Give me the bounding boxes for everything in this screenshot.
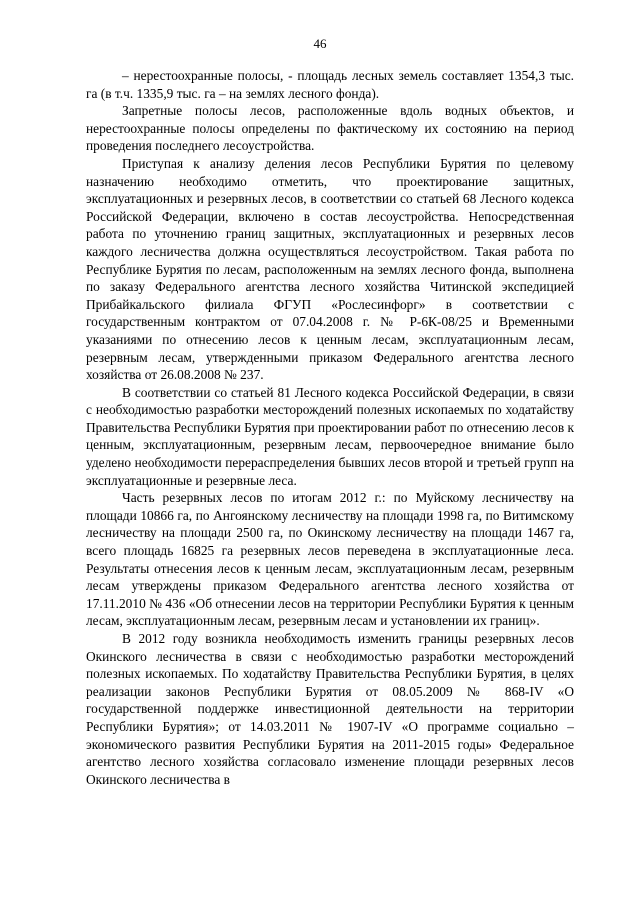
paragraph-okinsky-boundaries: В 2012 году возникла необходимость изменить границы резервных лесов Окинского лесничества в связи с необходимостью разработки месторождений полезных ископаемых. По ходатайству Правительства Республики Бурятия, в целях реализации законов Республики Бурятия от 08.05.2009 № 868-IV «О государственной поддержке инвестиционной деятельности на территории Республики Бурятия»; от 14.03.2011 № 1907-IV «О программе социально – экономического развития Республики Бурятия на 2011-2015 годы» Федеральное агентство лесного хозяйства согласовало изменение площади резервных лесов Окинского лесничества в bbox=[86, 631, 574, 787]
paragraph-restricted-strips: Запретные полосы лесов, расположенные вдоль водных объектов, и нерестоохранные полосы определены по фактическому их состоянию на период проведения последнего лесоустройства. bbox=[86, 103, 574, 154]
paragraph-spawning-strips: – нерестоохранные полосы, - площадь лесных земель составляет 1354,3 тыс. га (в т.ч. 1335,9 тыс. га – на землях лесного фонда). bbox=[86, 68, 574, 101]
paragraph-reserve-forests-2012: Часть резервных лесов по итогам 2012 г.: по Муйскому лесничеству на площади 10866 га, по Ангоянскому лесничеству на площади 1998 га, по Витимскому лесничеству на площади 2500 га, по Окинскому лесничеству на площади 1467 га, всего площадь 16825 га резервных лесов переведена в эксплуатационные леса. Результаты отнесения лесов к ценным лесам, эксплуатационным лесам, резервным лесам утверждены приказом Федерального агентства лесного хозяйства от 17.11.2010 № 436 «Об отнесении лесов на территории Республики Бурятия к ценным лесам, эксплуатационным лесам, резервным лесам и установлении их границ». bbox=[86, 490, 574, 629]
document-body bbox=[86, 67, 574, 788]
paragraph-forest-division-analysis: Приступая к анализу деления лесов Республики Бурятия по целевому назначению необходимо отметить, что проектирование защитных, эксплуатационных и резервных лесов, в соответствии со статьей 68 Лесного кодекса Российской Федерации, включено в состав лесоустройства. Непосредственная работа по уточнению границ защитных, эксплуатационных и резервных лесов каждого лесничества должна осуществляться лесоустройством. Такая работа по Республике Бурятия по лесам, расположенным на землях лесного фонда, выполнена по заказу Федерального агентства лесного хозяйства Читинской экспедицией Прибайкальского филиала ФГУП «Рослесинфорг» в соответствии с государственным контрактом от 07.04.2008 г. № Р-6К-08/25 и Временными указаниями по отнесению лесов к ценным лесам, эксплуатационным лесам, резервным лесам, утвержденными приказом Федерального агентства лесного хозяйства от 26.08.2008 № 237. bbox=[86, 155, 574, 383]
paragraph-article-81: В соответствии со статьей 81 Лесного кодекса Российской Федерации, в связи с необходимостью разработки месторождений полезных ископаемых по ходатайству Правительства Республики Бурятия при проектировании работ по отнесению лесов к ценным, эксплуатационным, резервным лесам, первоочередное внимание было уделено необходимости перераспределения бывших лесов второй и третьей групп на эксплуатационные и резервные леса. bbox=[86, 384, 574, 488]
page-number: 46 bbox=[313, 36, 327, 51]
